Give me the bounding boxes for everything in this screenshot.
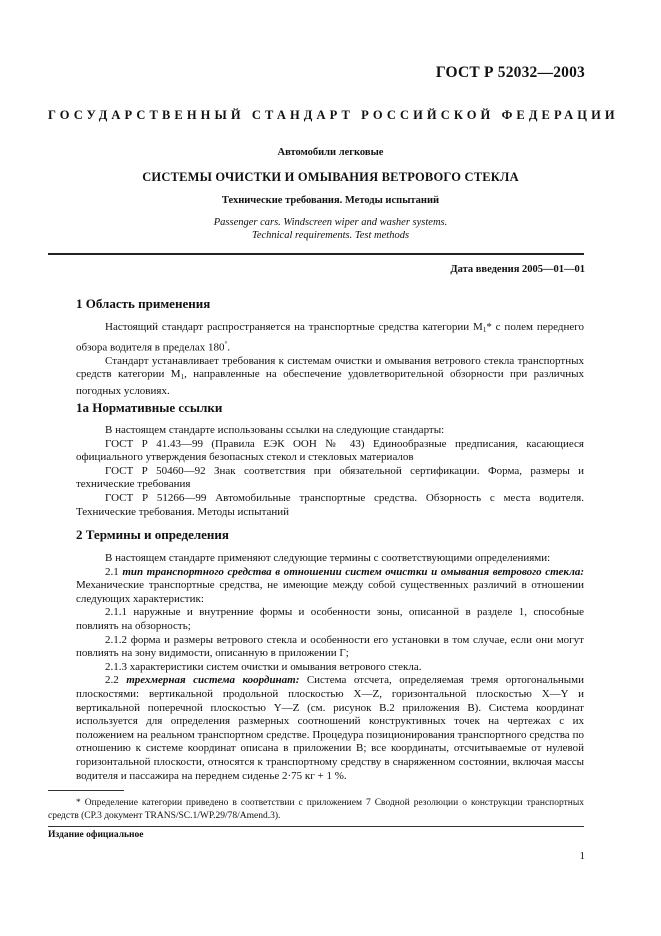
footnote-divider [48,790,124,791]
english-title [0,217,661,242]
section-1-body [76,321,584,399]
section-1-heading: 1 Область применения [76,296,211,311]
main-title: СИСТЕМЫ ОЧИСТКИ И ОМЫВАНИЯ ВЕТРОВОГО СТЕКЛА [142,170,519,184]
section-1a-reference-2: ГОСТ Р 50460—92 Знак соответствия при обязательной сертификации. Форма, размеры и технические требования [76,464,584,491]
official-edition-label: Издание официальное [48,830,144,840]
term-vehicle-type: тип транспортного средства в отношении систем очистки и омывания ветрового стекла: [122,565,585,578]
term-coordinate-system: трехмерная система координат: [126,674,300,687]
section-2-item-2-1-2: 2.1.2 форма и размеры ветрового стекла и особенности его установки в том случае, если они могут повлиять на зону видимости, описанную в приложении Г; [76,633,584,660]
english-title-line2: Technical requirements. Test methods [251,229,410,241]
page-number: 1 [579,850,585,862]
section-1a-body [76,424,584,519]
section-1-paragraph-2: Стандарт устанавливает требования к системам очистки и омывания ветрового стекла транспортных средств категории $M_1$, направленные на обеспечение удовлетворительной обзорности при различных погодных условиях. [76,354,584,398]
section-2-body [76,552,584,783]
section-2-definition-2-2: 2.2 трехмерная система координат: Система отсчета, определяемая тремя ортогональными плоскостями: вертикальной продольной плоскостью X—Z, горизонтальной плоскостью X—Y и вертикальной поперечной плоскостью Y—Z (см. рисунок В.2 приложения В). Система координат используется для определения размерных соотношений конструктивных точек на чертежах с их положением на реальном транспортном средстве. Процедура позиционирования транспортного средства по отношению к системе координат описана в приложении В; все координаты, отсчитываемые от нулевой горизонтальной плоскости, относятся к транспортному средству в снаряженном состоянии, включая массы водителя и пассажира на переднем сиденье 2·75 кг + 1 %. [76,674,585,782]
section-1a-paragraph-1: В настоящем стандарте использованы ссылки на следующие стандарты: [105,424,445,436]
section-2-paragraph-1: В настоящем стандарте применяют следующие термины с соответствующими определениями: [105,552,551,564]
section-2-definition-2-1: 2.1 тип транспортного средства в отношении систем очистки и омывания ветрового стекла: Механические транспортные средства, не имеющие между собой существенных различий в отношении следующих характеристик: [76,565,585,605]
subtitle: Технические требования. Методы испытаний [221,195,440,206]
section-1-paragraph-1: Настоящий стандарт распространяется на транспортные средства категории $M_1*$ с полем переднего обзора водителя в пределах 180°. [76,321,584,354]
section-1a-reference-1: ГОСТ Р 41.43—99 (Правила ЕЭК ООН № 43) Единообразные предписания, касающиеся официального утверждения безопасных стекол и стекловых материалов [76,437,584,464]
section-1a [76,400,584,416]
topic-title: Автомобили легковые [277,147,384,158]
section-2-item-2-1-1: 2.1.1 наружные и внутренние формы и особенности зоны, описанной в разделе 1, способные повлиять на обзорность; [76,606,584,632]
english-title-line1: Passenger cars. Windscreen wiper and washer systems. [213,217,448,228]
section-2-item-2-1-3: 2.1.3 характеристики систем очистки и омывания ветрового стекла. [105,660,422,673]
introduction-date: Дата введения 2005—01—01 [450,264,585,275]
section-2-heading: 2 Термины и определения [76,527,229,542]
standard-number: ГОСТ Р 52032—2003 [435,64,585,81]
section-1 [76,296,584,312]
section-2 [76,527,584,543]
section-1a-heading: 1a Нормативные ссылки [76,400,223,415]
state-standard-title: ГОСУДАРСТВЕННЫЙ СТАНДАРТ РОССИЙСКОЙ ФЕДЕРАЦИИ [48,108,619,122]
footnote: * Определение категории приведено в соответствии с приложением 7 Сводной резолюции о конструкции транспортных средств (СР.3 документ TRANS/SC.1/WP.29/78/Amend.3). [48,798,584,821]
official-edition-divider [48,826,584,827]
section-1a-reference-3: ГОСТ Р 51266—99 Автомобильные транспортные средства. Обзорность с места водителя. Технические требования. Методы испытаний [76,491,584,518]
header-divider [48,253,584,255]
